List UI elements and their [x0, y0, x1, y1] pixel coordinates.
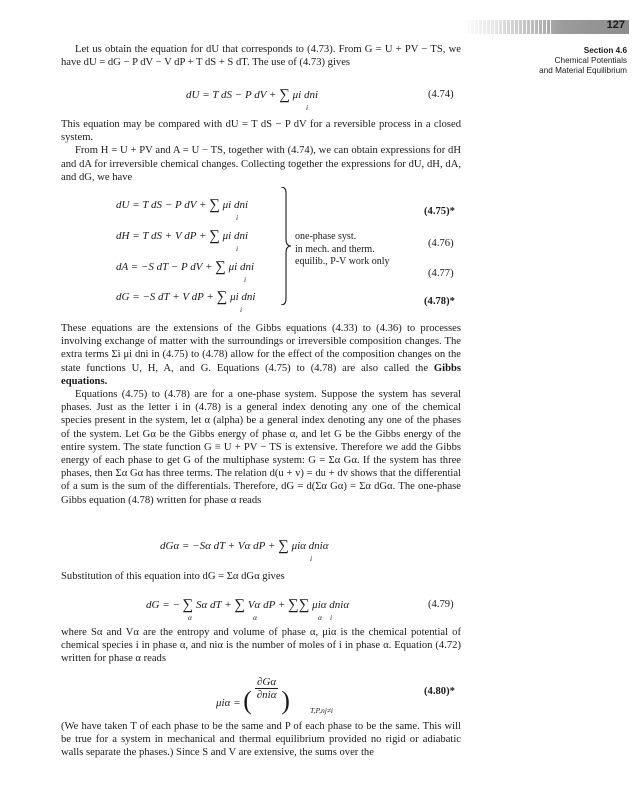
eq476-index: i	[236, 244, 239, 253]
eq477-rhs: μi dni	[228, 261, 255, 273]
eqphase-rhs: μiα dniα	[291, 540, 329, 552]
eq480-denominator: ∂niα	[256, 689, 277, 701]
gibbs-equations-term: Gibbs equations.	[61, 362, 461, 387]
sum-symbol: ∑	[182, 597, 194, 613]
sum-symbol: ∑	[279, 87, 290, 103]
paragraph-4-text: These equations are the extensions of the Gibbs equations (4.33) to (4.36) to processes involving exchange of matter with the surroundings or irreversible composition changes. The extra terms Σi μi dni in (4.75) to (4.78) allow for the effect of the composition changes on the state functions U, H, A, and G. Equations (4.75) to (4.78) are also called the	[61, 323, 461, 374]
paragraph-7	[61, 626, 461, 666]
left-paren: (	[243, 686, 252, 715]
eq477-lhs: dA = −S dT − P dV +	[116, 261, 216, 273]
paragraph-5-text: Equations (4.75) to (4.78) are for a one-phase system. Suppose the system has several phases. Just as the letter i in (4.78) is a general index denoting any one of the chemical species present in the system, let α (alpha) be a general index denoting any one of the phases of the system. Let Gα be the Gibbs energy of phase α, and let G be the Gibbs energy of the entire system. The state function G ≡ U + PV − TS is extensive. Therefore we add the Gibbs energy of each phase to get G of the multiphase system: G = Σα Gα. If the system has three phases, then Σα Gα has three terms. The relation d(u + v) = du + dv shows that the differential of a sum is the sum of the differentials. Therefore, dG = d(Σα Gα) = Σα dGα. The one-phase Gibbs equation (4.78) written for phase α reads	[61, 389, 461, 506]
eq478-label: (4.78)*	[424, 296, 455, 307]
eq478-lhs: dG = −S dT + V dP +	[116, 291, 217, 303]
eq479-index-i: i	[330, 613, 333, 622]
equation-4-79	[146, 596, 350, 622]
eq479-index-a3: α	[318, 613, 322, 622]
equation-4-78	[116, 288, 256, 314]
section-title-line1: Chemical Potentials	[554, 56, 627, 65]
paragraph-2-text: This equation may be compared with dU = T dS − P dV for a reversible process in a closed system.	[61, 119, 461, 144]
equation-4-77	[116, 258, 255, 284]
eq479-term1: Sα dT +	[196, 599, 235, 611]
brace-note-line1: one-phase syst.	[295, 231, 357, 242]
eq474-lhs: dU = T dS − P dV +	[186, 89, 280, 101]
equation-4-76	[116, 227, 249, 253]
eq474-label: (4.74)	[428, 89, 454, 100]
sum-symbol: ∑	[278, 538, 289, 554]
header-stripe-pattern	[462, 20, 552, 34]
eq474-index: i	[306, 103, 309, 112]
page-number: 127	[606, 19, 625, 31]
paragraph-8-text: (We have taken T of each phase to be the same and P of each phase to be the same. This will be true for a system in mechanical and thermal equilibrium provided no rigid or adiabatic walls separate the phases.) Since S and V are extensive, the sums over the	[61, 721, 461, 759]
paragraph-1-text: Let us obtain the equation for dU that corresponds to (4.73). From G = U + PV − TS, we have dU = dG − P dV − V dP + T dS + S dT. The use of (4.73) gives	[61, 44, 461, 69]
equation-phase-gibbs	[160, 537, 329, 563]
paragraph-6-text: Substitution of this equation into dG = Σα dGα gives	[61, 571, 285, 582]
eq474-rhs: μi dni	[292, 89, 319, 101]
brace-note-line2: in mech. and therm.	[295, 243, 375, 255]
right-brace-icon	[281, 187, 291, 305]
section-label: Section 4.6	[583, 46, 627, 55]
eq480-label: (4.80)*	[424, 686, 455, 697]
sum-symbol: ∑	[216, 289, 228, 305]
partial-fraction	[255, 676, 279, 701]
paragraph-4	[61, 322, 461, 507]
paragraph-1	[61, 43, 461, 69]
eq477-label: (4.77)	[428, 268, 454, 279]
eq476-lhs: dH = T dS + V dP +	[116, 230, 210, 242]
eq479-term2: Vα dP +	[247, 599, 289, 611]
eq479-label: (4.79)	[428, 599, 454, 610]
eq479-index-a2: α	[253, 613, 257, 622]
brace-note	[295, 231, 390, 269]
eq477-index: i	[244, 275, 247, 284]
brace-note-line3: equilib., P-V work only	[295, 256, 390, 268]
section-title-line2: and Material Equilibrium	[539, 66, 627, 75]
sum-symbol: ∑	[209, 197, 220, 213]
eq479-term3: μiα dniα	[312, 599, 350, 611]
eq479-index-a1: α	[188, 613, 192, 622]
paragraph-8	[61, 720, 461, 760]
eq480-lhs: μiα =	[216, 697, 244, 709]
eq476-rhs: μi dni	[222, 230, 249, 242]
equation-4-75	[116, 196, 249, 222]
right-paren: )	[281, 686, 290, 715]
eqphase-lhs: dGα = −Sα dT + Vα dP +	[160, 540, 279, 552]
eqphase-index: i	[310, 554, 313, 563]
eq480-numerator: ∂Gα	[255, 676, 279, 689]
paragraph-7-text: where Sα and Vα are the entropy and volume of phase α, μiα is the chemical potential of chemical species i in phase α, and niα is the number of moles of i in phase α. Equation (4.72) written for phase α reads	[61, 627, 461, 665]
paragraph-3-text: From H = U + PV and A = U − TS, together with (4.74), we can obtain expressions for dH and dA for irreversible chemical changes. Collecting together the expressions for dU, dH, dA, and dG, we have	[61, 145, 461, 183]
sum-symbol: ∑	[234, 597, 246, 613]
eq480-subscript: T,P,nj≠i	[310, 706, 334, 715]
eq478-rhs: μi dni	[230, 291, 256, 303]
eq475-lhs: dU = T dS − P dV +	[116, 199, 210, 211]
eq476-label: (4.76)	[428, 238, 454, 249]
equation-4-74	[186, 86, 319, 112]
sum-symbol: ∑	[209, 228, 220, 244]
eq479-lhs: dG = −	[146, 599, 183, 611]
paragraph-6	[61, 570, 461, 583]
sum-symbol: ∑	[215, 259, 226, 275]
running-header	[539, 46, 627, 76]
sum-symbol: ∑	[298, 597, 310, 613]
paragraph-2	[61, 118, 461, 184]
eq475-index: i	[236, 213, 239, 222]
sum-symbol: ∑	[288, 597, 299, 613]
eq478-index: i	[240, 305, 243, 314]
eq475-label: (4.75)*	[424, 206, 455, 217]
equation-4-80	[216, 673, 334, 715]
eq475-rhs: μi dni	[222, 199, 249, 211]
